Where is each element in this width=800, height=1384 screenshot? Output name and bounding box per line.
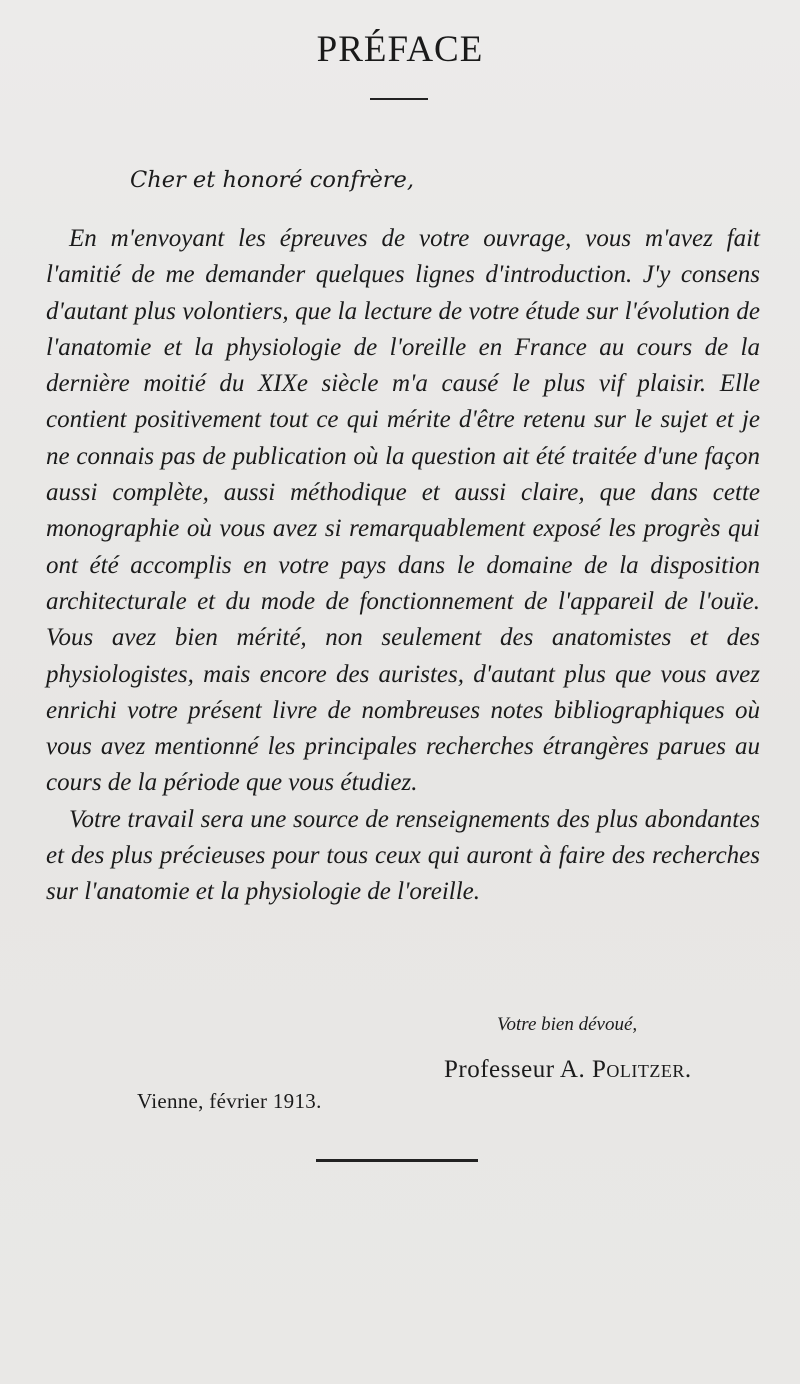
letter-body (46, 221, 760, 911)
salutation: Cher et honoré confrère, (130, 167, 414, 193)
paragraph-1: En m'envoyant les épreuves de votre ouvrage, vous m'avez fait l'amitié de me demander quelques lignes d'introduction. J'y consens d'autant plus volontiers, que la lecture de votre étude sur l'évolution de l'anatomie et la physiologie de l'oreille en France au cours de la dernière moitié du XIXe siècle m'a causé le plus vif plaisir. Elle contient positivement tout ce qui mérite d'être retenu sur le sujet et je ne connais pas de publication où la question ait été traitée d'une façon aussi complète, aussi méthodique et aussi claire, que dans cette monographie où vous avez si remarquablement exposé les progrès qui ont été accomplis en votre pays dans le domaine de la disposition architecturale et du mode de fonctionnement de l'appareil de l'ouïe. Vous avez bien mérité, non seulement des anatomistes et des physiologistes, mais encore des auristes, d'autant plus que vous avez enrichi votre présent livre de nombreuses notes bibliographiques où vous avez mentionné les principales recherches étrangères parues au cours de la période que vous étudiez. (46, 225, 760, 797)
title-rule (370, 98, 428, 100)
signature (444, 1056, 692, 1084)
bottom-rule (316, 1159, 478, 1162)
signature-prefix: Professeur A. (444, 1056, 592, 1083)
place-date: Vienne, février 1913. (137, 1089, 322, 1113)
paragraph-2: Votre travail sera une source de renseignements des plus abondantes et des plus précieuses pour tous ceux qui auront à faire des recherches sur l'anatomie et la physiologie de l'oreille. (46, 805, 760, 906)
signature-name: Politzer. (591, 1056, 692, 1083)
page-title: PRÉFACE (316, 29, 484, 70)
closing-line: Votre bien dévoué, (497, 1014, 638, 1035)
